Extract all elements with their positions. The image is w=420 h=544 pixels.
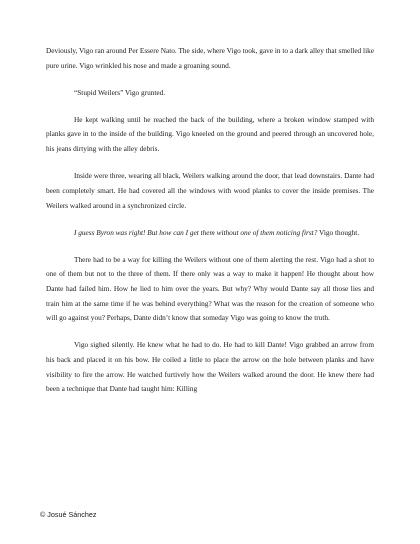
body-text (46, 44, 374, 409)
paragraph-5 (46, 226, 374, 241)
paragraph-3 (46, 113, 374, 157)
paragraph-6-text: There had to be a way for killing the Weilers without one of them alerting the rest. Vigo had a shot to one of them but not to the three of them. If there only was a way to make it happen! He thought about how Dante had failed him. How he lied to him over the years. But why? Why would Dante say all those lies and train him at the same time if he was behind everything? What was the reason for the creation of someone who will go against you? Perhaps, Dante didn’t know that someday Vigo was going to know the truth. (46, 254, 374, 323)
paragraph-2-text: “Stupid Weilers” Vigo grunted. (74, 87, 166, 97)
paragraph-7-text: Vigo sighed silently. He knew what he had to do. He had to kill Dante! Vigo grabbed an arrow from his back and placed it on his bow. He coiled a little to place the arrow on the hole between planks and have visibility to fire the arrow. He watched furtively how the Weilers walked around the door. He knew there had been a technique that Dante had taught him: Killing (46, 340, 374, 394)
paragraph-1-text: Deviously, Vigo ran around Per Essere Nato. The side, where Vigo took, gave in to a dark alley that smelled like pure urine. Vigo wrinkled his nose and made a groaning sound. (46, 46, 374, 70)
paragraph-1 (46, 44, 374, 73)
paragraph-7 (46, 338, 374, 397)
paragraph-3-text: He kept walking until he reached the back of the building, where a broken window stamped with planks gave in to the inside of the building. Vigo kneeled on the ground and peered through an uncovered hole, his jeans dirtying with the alley debris. (46, 114, 374, 154)
paragraph-4 (46, 169, 374, 213)
paragraph-6 (46, 253, 374, 327)
paragraph-4-text: Inside were three, wearing all black, Weilers walking around the door, that lead downstairs. Dante had been completely smart. He had covered all the windows with wood planks to cover the inside premises. The Weilers walked around in a synchronized circle. (46, 171, 374, 210)
paragraph-2 (46, 86, 374, 101)
copyright-footer: © Josué Sánchez (40, 510, 97, 519)
paragraph-5-italic-thought: I guess Byron was right! But how can I get them without one of them noticing first? (74, 227, 318, 237)
paragraph-5-text: Vigo thought. (317, 227, 360, 237)
